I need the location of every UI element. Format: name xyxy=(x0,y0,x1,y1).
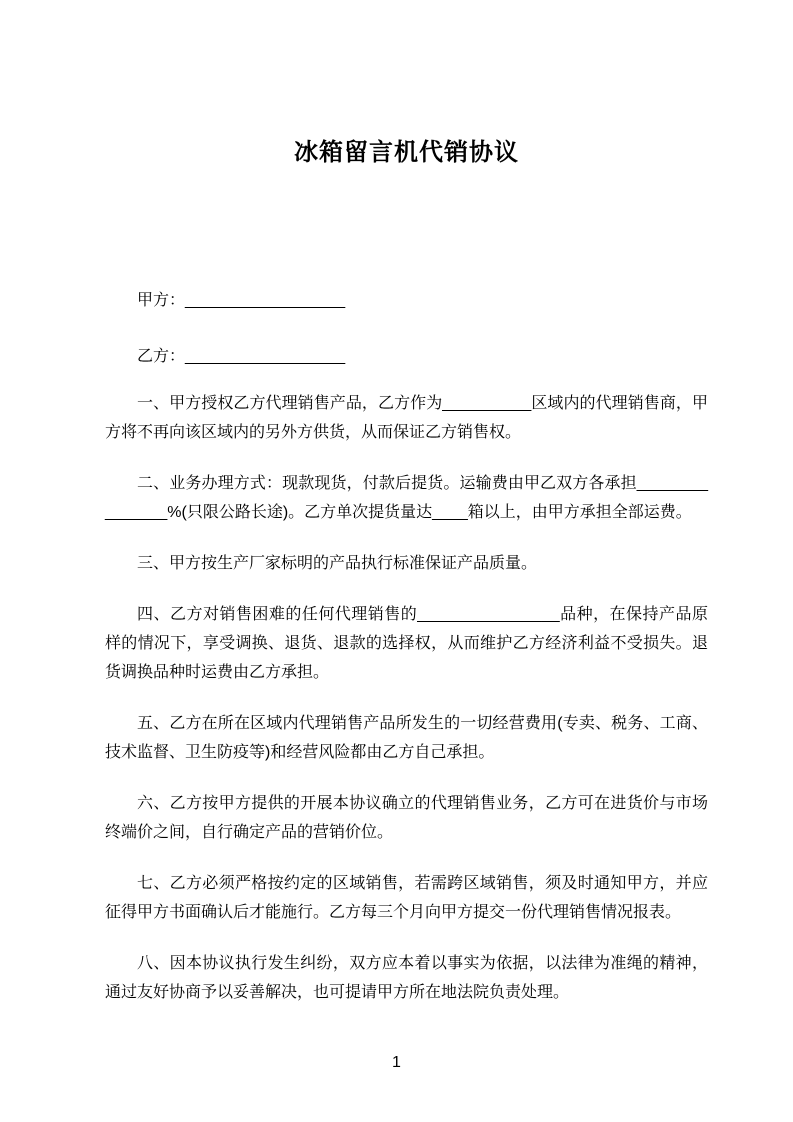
clause-paragraph-4: 四、乙方对销售困难的任何代理销售的________________品种，在保持产品原样的情况下，享受调换、退货、退款的选择权，从而维护乙方经济利益不受损失。退货调换品种时运费由乙方承担。 xyxy=(105,606,708,681)
clause-paragraph-5: 五、乙方在所在区域内代理销售产品所发生的一切经营费用(专卖、税务、工商、技术监督、卫生防疫等)和经营风险都由乙方自己承担。 xyxy=(105,715,708,761)
clause-paragraph-1: 一、甲方授权乙方代理销售产品，乙方作为__________区域内的代理销售商，甲方将不再向该区域内的另外方供货，从而保证乙方销售权。 xyxy=(105,395,708,441)
page-number: 1 xyxy=(392,1054,401,1071)
clause-paragraph-8: 八、因本协议执行发生纠纷，双方应本着以事实为依据，以法律为准绳的精神，通过友好协商予以妥善解决，也可提请甲方所在地法院负责处理。 xyxy=(105,955,708,1001)
clause-paragraph-7: 七、乙方必须严格按约定的区域销售，若需跨区域销售，须及时通知甲方，并应征得甲方书面确认后才能施行。乙方每三个月向甲方提交一份代理销售情况报表。 xyxy=(105,875,708,921)
clause-paragraph-6: 六、乙方按甲方提供的开展本协议确立的代理销售业务，乙方可在进货价与市场终端价之间，自行确定产品的营销价位。 xyxy=(105,795,708,841)
clause-list xyxy=(105,389,708,1007)
party-b-line: 乙方：__________________ xyxy=(137,348,346,365)
clause-paragraph-2: 二、业务办理方式：现款现货，付款后提货。运输费由甲乙双方各承担_______________%(只限公路长途)。乙方单次提货量达____箱以上，由甲方承担全部运费。 xyxy=(105,475,708,521)
party-a-line: 甲方：__________________ xyxy=(137,292,346,309)
document-title: 冰箱留言机代销协议 xyxy=(294,139,519,166)
clause-paragraph-3: 三、甲方按生产厂家标明的产品执行标准保证产品质量。 xyxy=(137,555,538,572)
